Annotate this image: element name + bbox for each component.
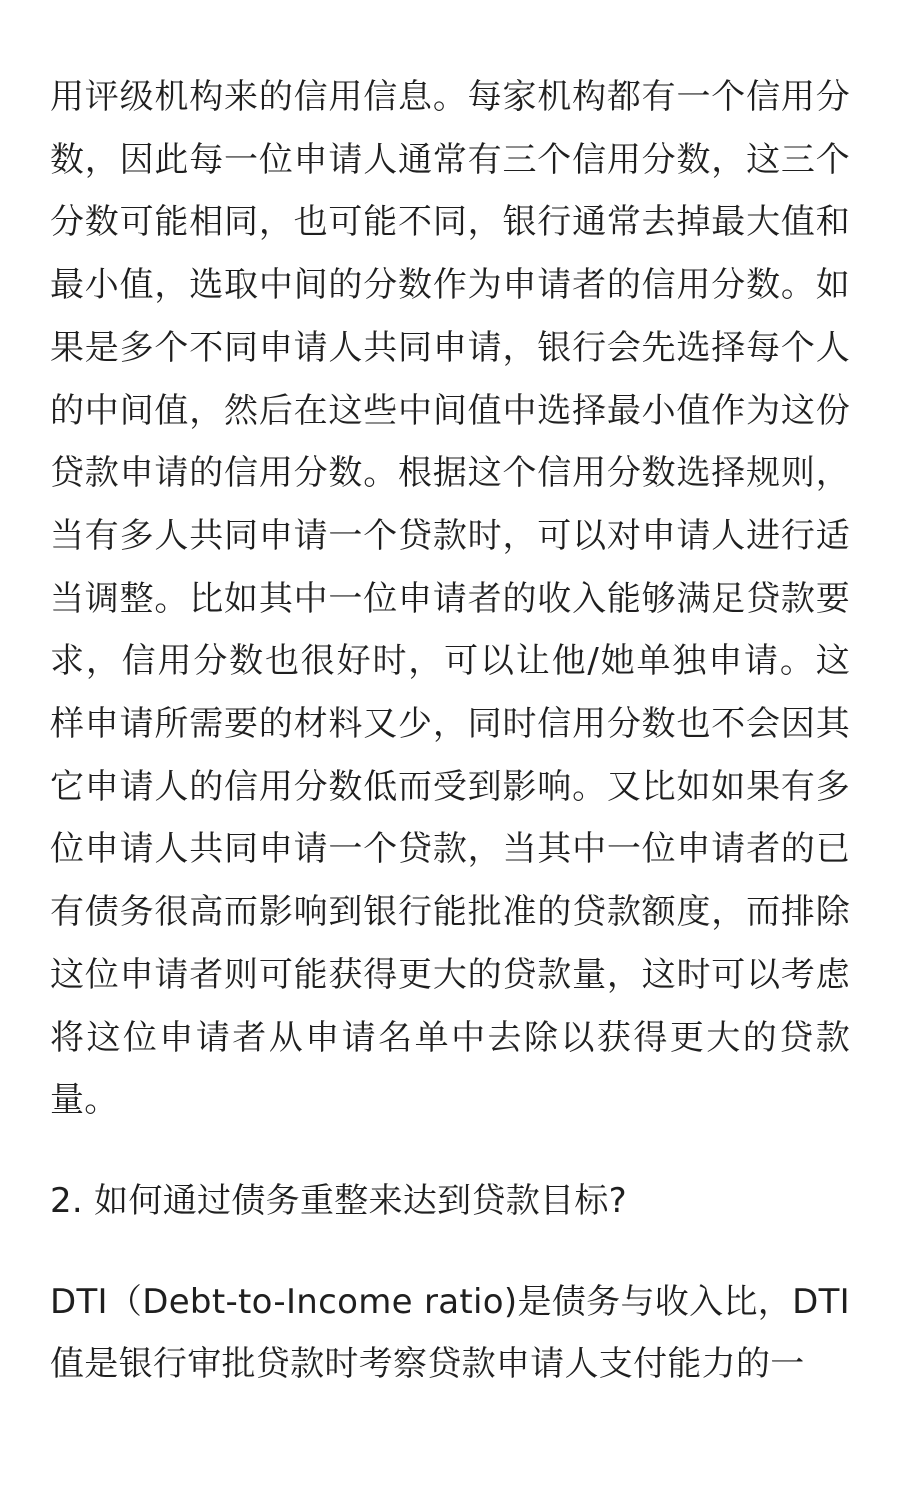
paragraph-dti: DTI（Debt-to-Income ratio)是债务与收入比，DTI值是银行审批贷款时考察贷款申请人支付能力的一	[50, 1281, 850, 1385]
article-body	[50, 66, 850, 1396]
paragraph-credit-score: 用评级机构来的信用信息。每家机构都有一个信用分数，因此每一位申请人通常有三个信用分数，这三个分数可能相同，也可能不同，银行通常去掉最大值和最小值，选取中间的分数作为申请者的信用分数。如果是多个不同申请人共同申请，银行会先选择每个人的中间值，然后在这些中间值中选择最小值作为这份贷款申请的信用分数。根据这个信用分数选择规则，当有多人共同申请一个贷款时，可以对申请人进行适当调整。比如其中一位申请者的收入能够满足贷款要求，信用分数也很好时，可以让他/她单独申请。这样申请所需要的材料又少，同时信用分数也不会因其它申请人的信用分数低而受到影响。又比如如果有多位申请人共同申请一个贷款，当其中一位申请者的已有债务很高而影响到银行能批准的贷款额度，而排除这位申请者则可能获得更大的贷款量，这时可以考虑将这位申请者从申请名单中去除以获得更大的贷款量。	[50, 77, 850, 1121]
section-heading-debt-restructuring: 2. 如何通过债务重整来达到贷款目标?	[50, 1180, 627, 1221]
